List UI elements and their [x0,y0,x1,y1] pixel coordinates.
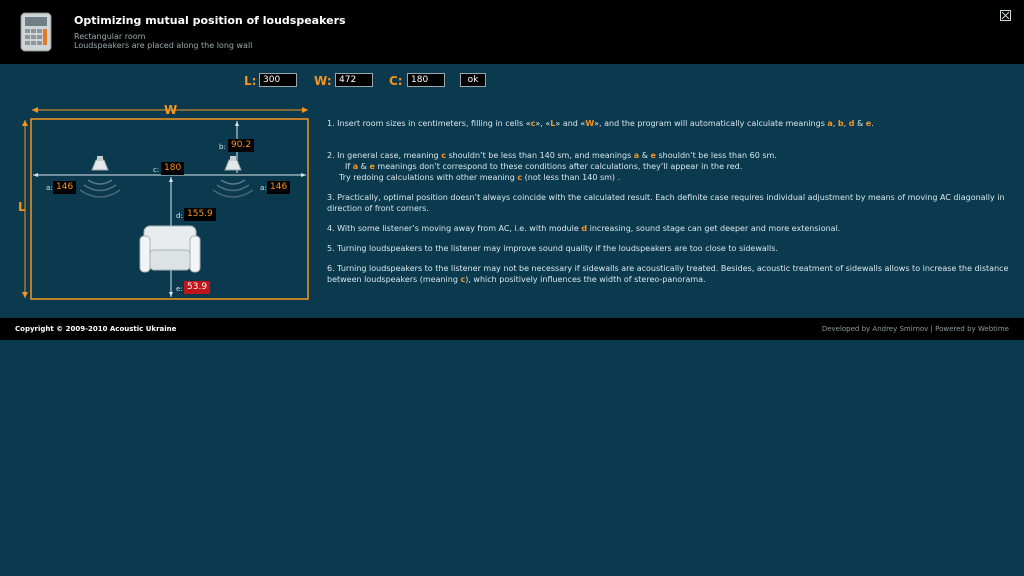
left-speaker-icon [80,156,120,197]
L-input-label: L: [244,74,257,88]
length-input[interactable] [259,73,297,87]
c-label: c: [153,166,160,174]
l-dimension-label: L [18,200,26,214]
a-right-label: a: [260,184,267,192]
instruction-1: 1. Insert room sizes in centimeters, filling in cells «c», «L» and «W», and the program will automatically calculate meanings a, b, d & e. [327,119,874,128]
d-value: 155.9 [184,208,216,221]
room-outline [31,119,308,299]
b-value: 90.2 [228,139,254,152]
room-diagram [0,100,320,310]
width-input[interactable] [335,73,373,87]
c-input[interactable] [407,73,445,87]
e-value: 53.9 [184,281,210,294]
instruction-3: 3. Practically, optimal position doesn’t always coincide with the calculated result. Each definite case requires individual adjustment by means of moving AC diagonally in direction of front corners. [327,193,1005,213]
W-input-label: W: [314,74,332,88]
instruction-2c: Try redoing calculations with other meaning c (not less than 140 sm) . [339,173,621,182]
instruction-5: 5. Turning loudspeakers to the listener may improve sound quality if the loudspeakers are too close to sidewalls. [327,244,778,253]
a-right-value: 146 [267,181,290,194]
b-label: b: [219,143,226,151]
header-bar [0,0,1024,64]
armchair-icon [140,226,200,272]
c-value: 180 [161,162,184,175]
close-icon [1001,11,1010,20]
e-label: e: [176,285,183,293]
instruction-2: 2. In general case, meaning c shouldn’t be less than 140 sm, and meanings a & e shouldn’t be less than 60 sm. [327,151,777,160]
close-button[interactable] [1000,10,1011,21]
subtitle-room: Rectangular room [74,32,146,41]
a-left-label: a: [46,184,53,192]
calculator-icon [20,12,52,52]
d-label: d: [176,212,183,220]
room-diagram-graphics [0,100,320,310]
instruction-4: 4. With some listener’s moving away from AC, i.e. with module d increasing, sound stage can get deeper and more extensional. [327,224,841,233]
a-left-value: 146 [53,181,76,194]
instructions-panel [327,118,1017,285]
instruction-2b: If a & e meanings don’t correspond to these conditions after calculations, they’ll appear in the red. [345,162,743,171]
subtitle-placement: Loudspeakers are placed along the long wall [74,41,253,50]
C-input-label: C: [389,74,403,88]
instruction-6: 6. Turning loudspeakers to the listener may not be necessary if sidewalls are acoustically treated. Besides, acoustic treatment of sidewalls allows to increase the distance between loudspeakers (meaning c), which positively influences the width of stereo-panorama. [327,264,1009,284]
w-dimension-label: W [164,103,178,117]
right-speaker-icon [213,156,253,197]
footer-bar [0,318,1024,340]
page-title: Optimizing mutual position of loudspeakers [74,14,346,27]
credits-text: Developed by Andrey Smirnov | Powered by Webtime [821,325,1009,333]
ok-button[interactable]: ok [460,73,486,87]
copyright-text: Copyright © 2009-2010 Acoustic Ukraine [15,325,177,333]
